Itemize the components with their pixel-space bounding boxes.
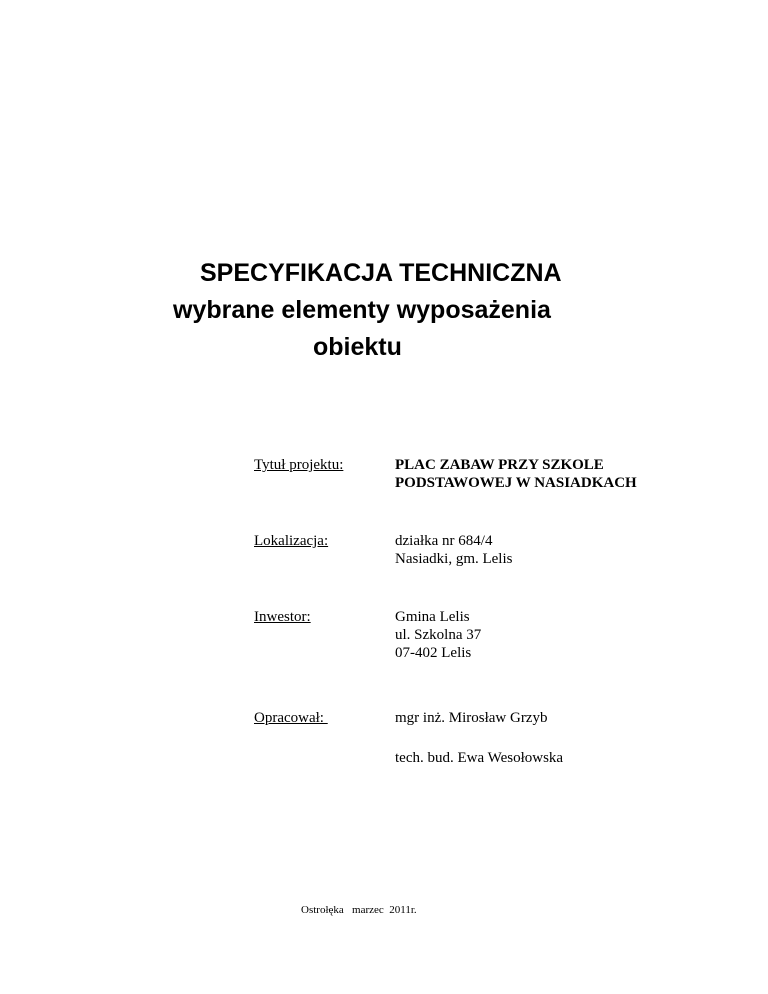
project-title-value-line-1: PLAC ZABAW PRZY SZKOLE xyxy=(395,457,604,473)
location-line-1: działka nr 684/4 xyxy=(395,533,493,549)
title-line-2: wybrane elementy wyposażenia xyxy=(173,296,551,324)
project-title-value-line-2: PODSTAWOWEJ W NASIADKACH xyxy=(395,475,637,491)
author-2: tech. bud. Ewa Wesołowska xyxy=(395,750,564,766)
project-title-label: Tytuł projektu: xyxy=(254,457,344,473)
investor-label: Inwestor: xyxy=(254,609,311,625)
title-line-3: obiektu xyxy=(313,333,402,361)
title-line-1: SPECYFIKACJA TECHNICZNA xyxy=(200,259,562,287)
location-line-2: Nasiadki, gm. Lelis xyxy=(395,551,513,567)
footer-place-date: Ostrołęka marzec 2011r. xyxy=(301,904,417,916)
author-label: Opracował: xyxy=(254,710,328,726)
location-label: Lokalizacja: xyxy=(254,533,329,549)
author-1: mgr inż. Mirosław Grzyb xyxy=(395,710,548,726)
investor-line-2: ul. Szkolna 37 xyxy=(395,627,482,643)
investor-line-1: Gmina Lelis xyxy=(395,609,470,625)
investor-line-3: 07-402 Lelis xyxy=(395,645,472,661)
